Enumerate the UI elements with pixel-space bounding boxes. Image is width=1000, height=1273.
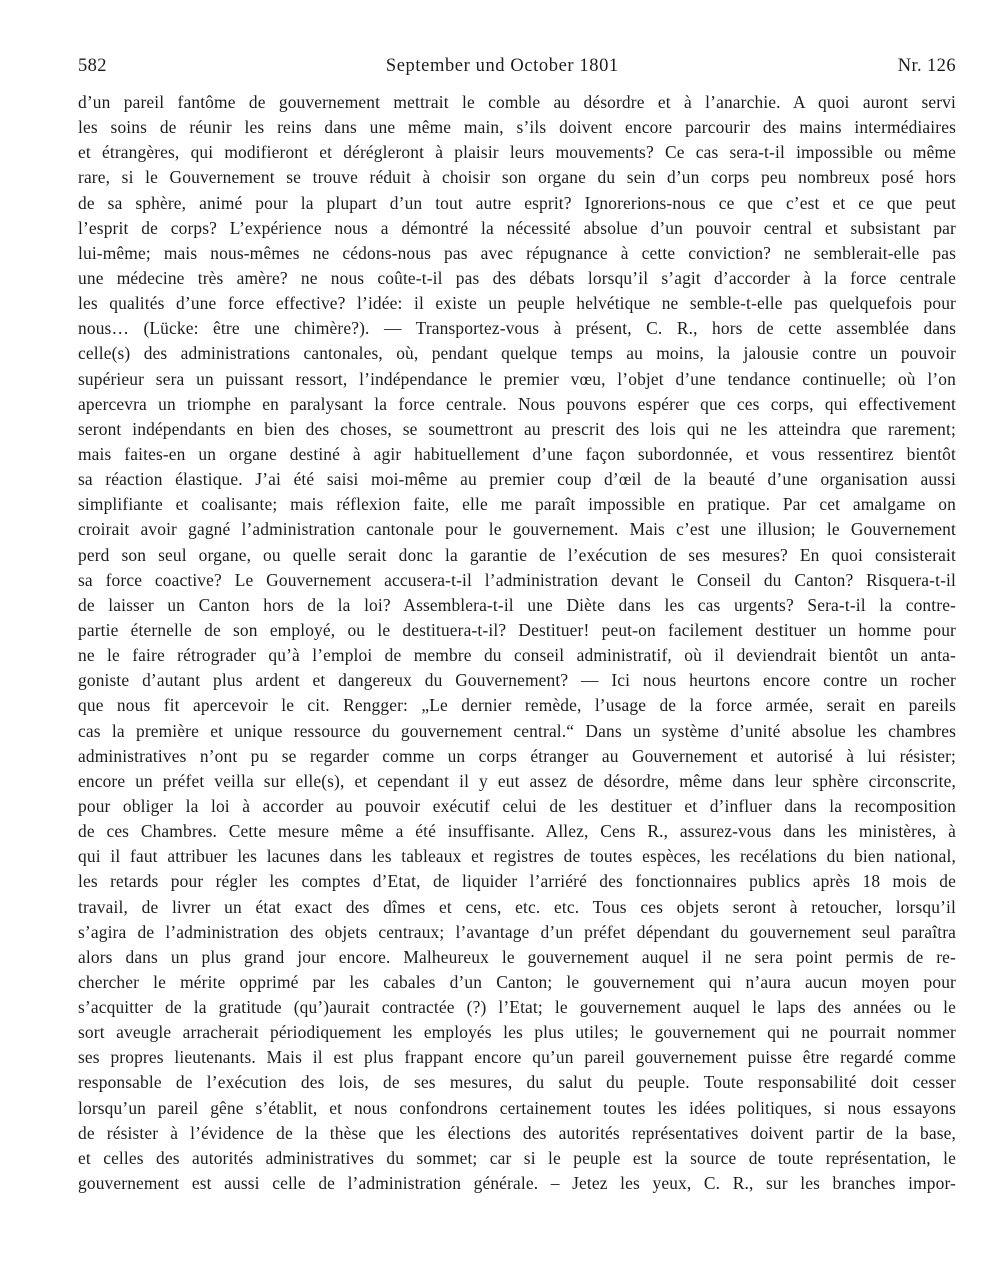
text-line: lorsqu’un pareil gêne s’établit, et nous confondrons certainement toutes les idées politiques, si nous essayons (78, 1097, 956, 1118)
text-line: croirait avoir gagné l’administration cantonale pour le gouvernement. Mais c’est une illusion; le Gouvernement (78, 519, 956, 540)
text-line: seront indépendants en bien des choses, se soumettront au prescrit des lois qui ne les atteindra que rarement; (78, 418, 956, 439)
text-line: simplifiante et coalisante; mais réflexion faite, elle me paraît impossible en pratique. Par cet amalgame on (78, 494, 956, 515)
text-line: lui-même; mais nous-mêmes ne cédons-nous pas avec répugnance à cette conviction? ne semblerait-elle pas (78, 242, 956, 263)
text-line: pour obliger la loi à accorder au pouvoir exécutif celui de les destituer et d’influer dans la recomposition (78, 795, 956, 816)
text-line: apercevra un triomphe en paralysant la force centrale. Nous pouvons espérer que ces corps, qui effectivement (78, 393, 956, 414)
text-line: responsable de l’exécution des lois, de ses mesures, du salut du peuple. Toute responsabilité doit cesser (78, 1072, 956, 1093)
document-number: Nr. 126 (897, 56, 956, 76)
text-line: alors dans un plus grand jour encore. Malheureux le gouvernement auquel il ne sera point permis de re- (78, 946, 956, 967)
text-line: une médecine très amère? ne nous coûte-t-il pas des débats lorsqu’il s’agit d’accorder à la force centrale (78, 267, 956, 288)
text-line: de ces Chambres. Cette mesure même a été insuffisante. Allez, Cens R., assurez-vous dans les ministères, à (78, 821, 956, 842)
text-line: l’esprit de corps? L’expérience nous a démontré la nécessité absolue d’un pouvoir central et subsistant par (78, 217, 956, 238)
text-line: travail, de livrer un état exact des dîmes et cens, etc. etc. Tous ces objets seront à retoucher, lorsqu’il (78, 896, 956, 917)
text-line: ne le faire rétrograder qu’à l’emploi de membre du conseil administratif, où il deviendrait bientôt un anta- (78, 645, 956, 666)
text-line: sort aveugle arracherait périodiquement les employés les plus utiles; le gouvernement qui ne pourrait nommer (78, 1022, 956, 1043)
text-line: que nous fit apercevoir le cit. Rengger: „Le dernier remède, l’usage de la force armée, serait en pareils (78, 695, 956, 716)
text-line: celle(s) des administrations cantonales, où, pendant quelque temps au moins, la jalousie contre un pouvoir (78, 343, 956, 364)
body-text (78, 90, 956, 1196)
text-line: de résister à l’évidence de la thèse que les élections des autorités représentatives doivent partir de la base, (78, 1122, 956, 1143)
text-line: ses propres lieutenants. Mais il est plus frappant encore qu’un pareil gouvernement puisse être regardé comme (78, 1047, 956, 1068)
text-line: gouvernement est aussi celle de l’administration générale. – Jetez les yeux, C. R., sur les branches impor- (78, 1173, 956, 1194)
text-line: de laisser un Canton hors de la loi? Assemblera-t-il une Diète dans les cas urgents? Sera-t-il la contre- (78, 594, 956, 615)
text-line: administratives n’ont pu se regarder comme un corps étranger au Gouvernement et autorisé à lui résister; (78, 745, 956, 766)
text-line: d’un pareil fantôme de gouvernement mettrait le comble au désordre et à l’anarchie. A quoi auront servi (78, 92, 956, 112)
text-line: supérieur sera un puissant ressort, l’indépendance le premier vœu, l’objet d’une tendance continuelle; où l’on (78, 368, 956, 389)
text-line: sa force coactive? Le Gouvernement accusera-t-il l’administration devant le Conseil du Canton? Risquera-t-il (78, 569, 956, 590)
text-line: qui il faut attribuer les lacunes dans les tableaux et registres de toutes espèces, les recélations du bien national, (78, 846, 956, 867)
text-line: encore un préfet veilla sur elle(s), et cependant il y eut assez de désordre, même dans leur sphère circonscrite, (78, 770, 956, 791)
text-line: rare, si le Gouvernement se trouve réduit à choisir son organe du sein d’un corps peu nombreux posé hors (78, 167, 956, 188)
page-number: 582 (78, 56, 107, 76)
text-line: les retards pour régler les comptes d’Etat, de liquider l’arriéré des fonctionnaires publics après 18 mois de (78, 871, 956, 892)
text-line: de sa sphère, animé pour la plupart d’un tout autre esprit? Ignorerions-nous ce que c’est et ce que peut (78, 192, 956, 213)
text-line: perd son seul organe, ou quelle serait donc la garantie de l’exécution de ses mesures? En quoi consisterait (78, 544, 956, 565)
text-line: et étrangères, qui modifieront et dérégleront à plaisir leurs mouvements? Ce cas sera-t-il impossible ou même (78, 142, 956, 163)
text-line: les soins de réunir les reins dans une même main, s’ils doivent encore parcourir des mains intermédiaires (78, 117, 956, 138)
text-line: chercher le mérite opprimé par les cabales d’un Canton; le gouvernement qui n’aura aucun moyen pour (78, 971, 956, 992)
text-line: et celles des autorités administratives du sommet; car si le peuple est la source de toute représentation, le (78, 1147, 956, 1168)
text-line: goniste d’autant plus ardent et dangereux du Gouvernement? — Ici nous heurtons encore contre un rocher (78, 670, 956, 691)
text-line: nous… (Lücke: être une chimère?). — Transportez-vous à présent, C. R., hors de cette assemblée dans (78, 318, 956, 339)
text-line: s’acquitter de la gratitude (qu’)aurait contractée (?) l’Etat; le gouvernement auquel le laps des années ou le (78, 997, 956, 1018)
text-line: partie éternelle de son employé, ou le destituera-t-il? Destituer! peut-on facilement destituer un homme pour (78, 619, 956, 640)
document-page (78, 56, 956, 1196)
text-line: les qualités d’une force effective? l’idée: il existe un peuple helvétique ne semble-t-elle pas quelquefois pour (78, 293, 956, 314)
text-line: s’agira de l’administration des objets centraux; l’avantage d’un préfet dépendant du gouvernement seul paraîtra (78, 921, 956, 942)
header-title: September und October 1801 (385, 56, 619, 76)
text-line: sa réaction élastique. J’ai été saisi moi-même au premier coup d’œil de la beauté d’une organisation aussi (78, 469, 956, 490)
text-line: cas la première et unique ressource du gouvernement central.“ Dans un système d’unité absolue les chambres (78, 720, 956, 741)
text-line: mais faites-en un organe destiné à agir habituellement d’une façon subordonnée, et vous ressentirez bientôt (78, 443, 956, 464)
running-header (78, 56, 956, 86)
